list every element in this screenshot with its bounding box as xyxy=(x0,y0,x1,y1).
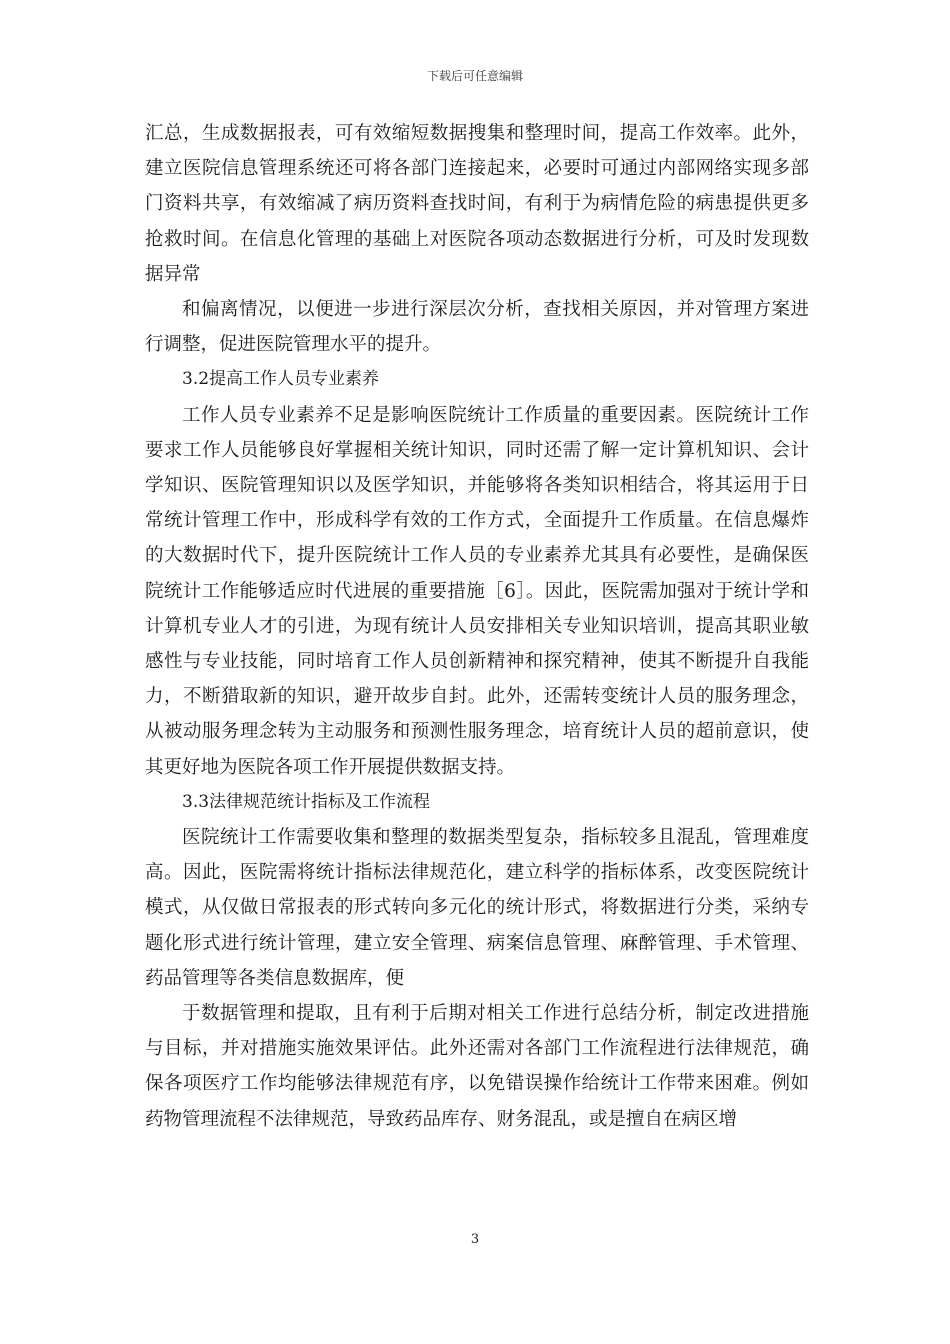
section-heading-3-3: 3.3法律规范统计指标及工作流程 xyxy=(182,791,431,812)
paragraph-staff-competence: 工作人员专业素养不足是影响医院统计工作质量的重要因素。医院统计工作要求工作人员能够良好掌握相关统计知识，同时还需了解一定计算机知识、会计学知识、医院管理知识以及医学知识，并能够将各类知识相结合，将其运用于日常统计管理工作中，形成科学有效的工作方式，全面提升工作质量。在信息爆炸的大数据时代下，提升医院统计工作人员的专业素养尤其具有必要性，是确保医院统计工作能够适应时代进展的重要措施［6］。因此，医院需加强对于统计学和计算机专业人才的引进，为现有统计人员安排相关专业知识培训，提高其职业敏感性与专业技能，同时培育工作人员创新精神和探究精神，使其不断提升自我能力，不断猎取新的知识，避开故步自封。此外，还需转变统计人员的服务理念，从被动服务理念转为主动服务和预测性服务理念，培育统计人员的超前意识，使其更好地为医院各项工作开展提供数据支持。 xyxy=(145,404,809,778)
paragraph-statistical-indicators: 医院统计工作需要收集和整理的数据类型复杂，指标较多且混乱，管理难度高。因此，医院需将统计指标法律规范化，建立科学的指标体系，改变医院统计模式，从仅做日常报表的形式转向多元化的统计形式，将数据进行分类，采纳专题化形式进行统计管理，建立安全管理、病案信息管理、麻醉管理、手术管理、药品管理等各类信息数据库，便 xyxy=(145,827,809,989)
paragraph-information-system: 汇总，生成数据报表，可有效缩短数据搜集和整理时间，提高工作效率。此外，建立医院信息管理系统还可将各部门连接起来，必要时可通过内部网络实现多部门资料共享，有效缩减了病历资料查找时间，有利于为病情危险的病患提供更多抢救时间。在信息化管理的基础上对医院各项动态数据进行分析，可及时发现数据异常 xyxy=(145,123,809,285)
page-number: 3 xyxy=(470,1232,480,1247)
paragraph-workflow-regulation: 于数据管理和提取，且有利于后期对相关工作进行总结分析，制定改进措施与目标，并对措施实施效果评估。此外还需对各部门工作流程进行法律规范，确保各项医疗工作均能够法律规范有序，以免错误操作给统计工作带来困难。例如药物管理流程不法律规范，导致药品库存、财务混乱，或是擅自在病区增 xyxy=(145,1003,809,1130)
document-body xyxy=(145,116,809,1137)
paragraph-deviation-analysis: 和偏离情况，以便进一步进行深层次分析，查找相关原因，并对管理方案进行调整，促进医院管理水平的提升。 xyxy=(145,299,809,356)
page-header: 下载后可任意编辑 xyxy=(426,69,523,83)
section-heading-3-2: 3.2提高工作人员专业素养 xyxy=(182,369,380,390)
